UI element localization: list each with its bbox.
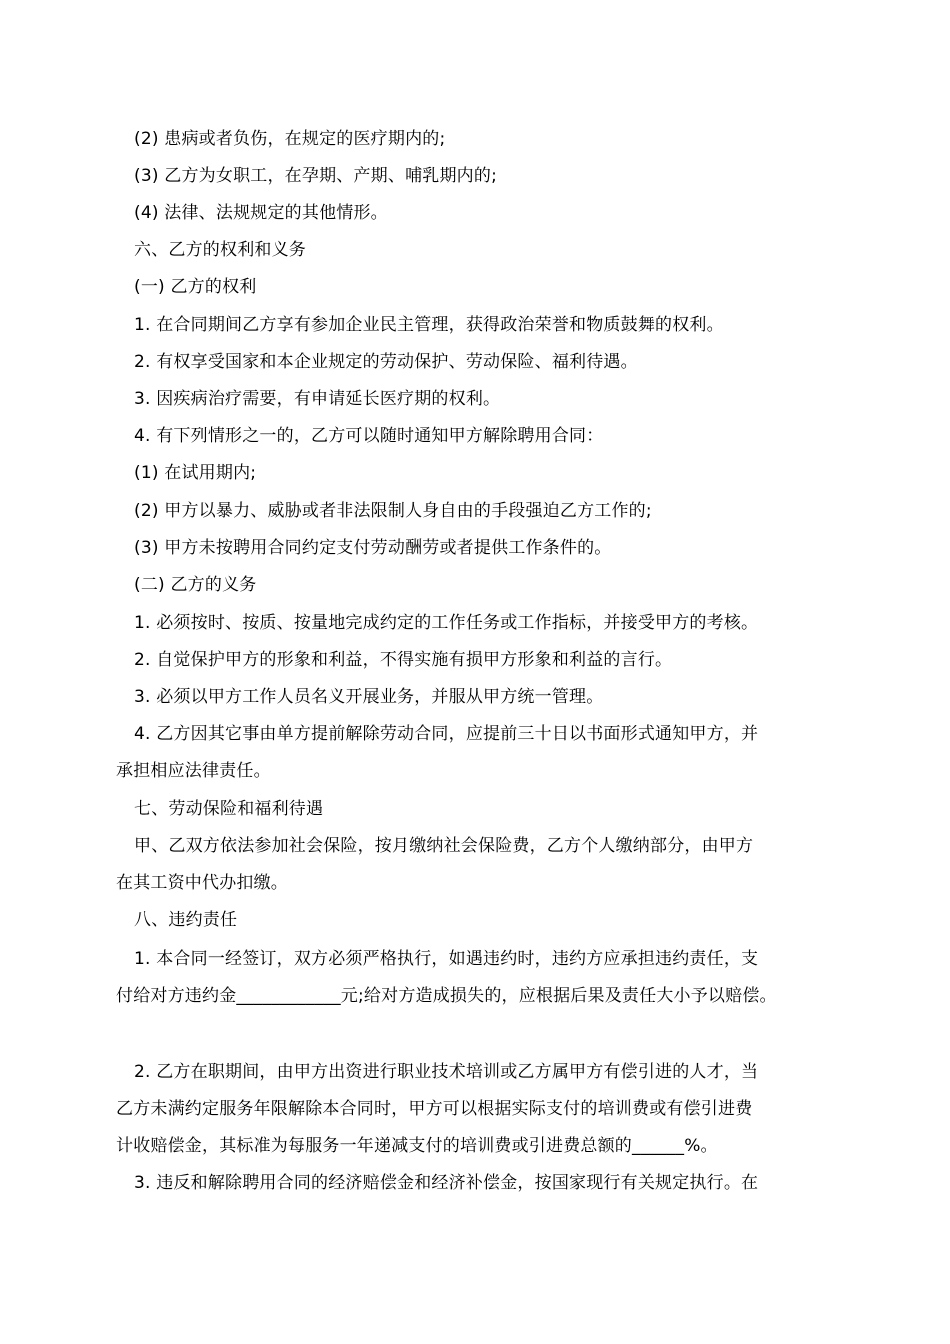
clause-line: 3. 因疾病治疗需要，有申请延长医疗期的权利。	[134, 389, 501, 409]
clause-line: 2. 自觉保护甲方的形象和利益，不得实施有损甲方形象和利益的言行。	[134, 650, 673, 670]
clause-line: 4. 有下列情形之一的，乙方可以随时通知甲方解除聘用合同：	[134, 426, 604, 446]
section-heading: 七、劳动保险和福利待遇	[134, 799, 324, 819]
clause-line: (1) 在试用期内;	[134, 463, 257, 483]
clause-line: 2. 乙方在职期间，由甲方出资进行职业技术培训或乙方属甲方有偿引进的人才，当	[134, 1062, 759, 1082]
clause-line: 4. 乙方因其它事由单方提前解除劳动合同，应提前三十日以书面形式通知甲方，并	[134, 724, 759, 744]
clause-line: (4) 法律、法规规定的其他情形。	[134, 203, 388, 223]
clause-line: (2) 甲方以暴力、威胁或者非法限制人身自由的手段强迫乙方工作的;	[134, 501, 652, 521]
clause-line: 3. 违反和解除聘用合同的经济赔偿金和经济补偿金，按国家现行有关规定执行。在	[134, 1173, 759, 1193]
clause-line: 1. 在合同期间乙方享有参加企业民主管理，获得政治荣誉和物质鼓舞的权利。	[134, 315, 724, 335]
clause-line: 1. 本合同一经签订，双方必须严格执行，如遇违约时，违约方应承担违约责任，支	[134, 949, 759, 969]
clause-line: 承担相应法律责任。	[116, 761, 271, 781]
clause-line: 在其工资中代办扣缴。	[116, 873, 288, 893]
subsection-heading: (一) 乙方的权利	[134, 277, 257, 297]
clause-line: 乙方未满约定服务年限解除本合同时，甲方可以根据实际支付的培训费或有偿引进费	[116, 1099, 753, 1119]
section-heading: 六、乙方的权利和义务	[134, 240, 306, 260]
subsection-heading: (二) 乙方的义务	[134, 575, 257, 595]
clause-line: (3) 甲方未按聘用合同约定支付劳动酬劳或者提供工作条件的。	[134, 538, 612, 558]
clause-line: (3) 乙方为女职工，在孕期、产期、哺乳期内的;	[134, 166, 498, 186]
clause-line: 3. 必须以甲方工作人员名义开展业务，并服从甲方统一管理。	[134, 687, 604, 707]
clause-line: 2. 有权享受国家和本企业规定的劳动保护、劳动保险、福利待遇。	[134, 352, 638, 372]
clause-line: (2) 患病或者负伤，在规定的医疗期内的;	[134, 129, 446, 149]
section-heading: 八、违约责任	[134, 910, 238, 930]
clause-line: 甲、乙双方依法参加社会保险，按月缴纳社会保险费，乙方个人缴纳部分，由甲方	[134, 836, 754, 856]
clause-line: 付给对方违约金____________元;给对方造成损失的，应根据后果及责任大小予以赔偿。	[116, 986, 777, 1006]
clause-line: 计收赔偿金，其标准为每服务一年递减支付的培训费或引进费总额的______%。	[116, 1136, 718, 1156]
clause-line: 1. 必须按时、按质、按量地完成约定的工作任务或工作指标，并接受甲方的考核。	[134, 613, 759, 633]
